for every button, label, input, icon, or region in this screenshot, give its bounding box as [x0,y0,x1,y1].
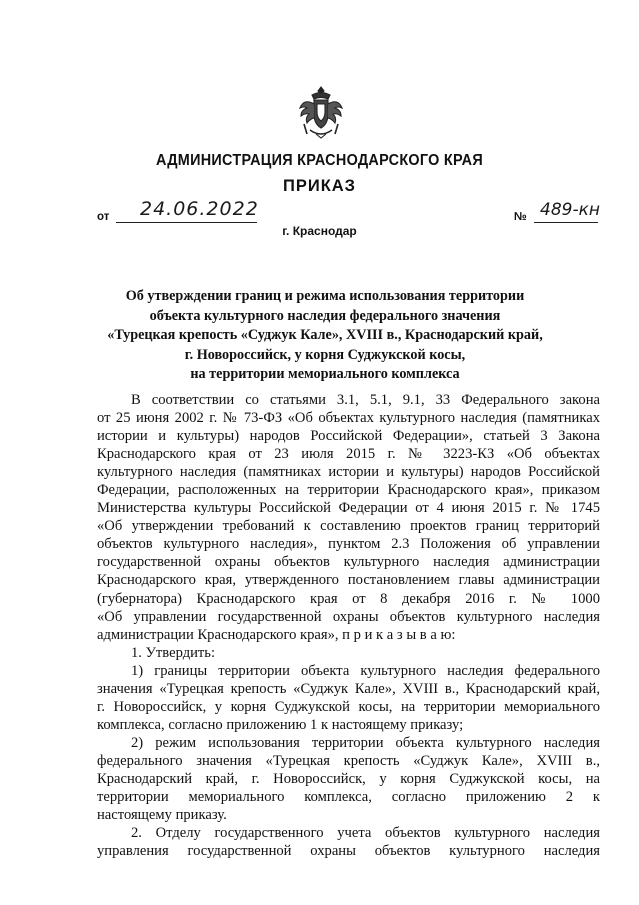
coat-of-arms-icon [296,84,346,140]
title-line: Об утверждении границ и режима использования территории [125,288,525,304]
body-line: Федерации, расположенных на территории Краснодарского края», приказом [97,482,600,499]
handwritten-date: 24.06.2022 [140,198,259,220]
body-line: от 25 июня 2002 г. № 73-ФЗ «Об объектах культурного наследия (памятниках [97,410,600,427]
body-line: Краснодарского края от 23 июля 2015 г. № 3223-КЗ «Об объектах [97,446,600,463]
title-line: на территории мемориального комплекса [190,366,460,383]
body-line: комплекса, согласно приложению 1 к настоящему приказу; [97,716,464,733]
date-underline [116,222,257,223]
order-title [90,287,560,385]
body-line: Министерства культуры Российской Федерации от 4 июня 2015 г. № 1745 [97,500,600,517]
body-line: государственной охраны объектов культурного наследия администрации [97,554,600,571]
city: г. Краснодар [282,224,357,238]
body-line: федерального значения «Турецкая крепость «Суджук Кале», XVIII в., [97,752,600,769]
organization-name: АДМИНИСТРАЦИЯ КРАСНОДАРСКОГО КРАЯ [156,152,483,169]
body-line: управления государственной охраны объектов культурного наследия [97,843,600,860]
number-underline [534,222,598,223]
title-line: г. Новороссийск, у корня Суджукской косы, [184,346,466,363]
body-line: Краснодарского края, утвержденного постановлением главы администрации [97,572,600,589]
body-line: 2) режим использования территории объекта культурного наследия [131,734,600,751]
order-body [97,391,600,860]
body-line: (губернатора) Краснодарского края от 8 декабря 2016 г. № 1000 [97,590,600,607]
body-line: культурного наследия (памятниках истории и культуры) народов Российской [97,464,600,481]
body-line: истории и культуры) народов Российской Федерации», статьей 3 Закона [97,428,600,445]
body-line: 1) границы территории объекта культурного наследия федерального [131,662,600,679]
number-label: № [514,211,527,223]
title-line: «Турецкая крепость «Суджук Кале», XVIII в., Краснодарский край, [107,327,543,344]
body-line: территории мемориального комплекса, согласно приложению 2 к [97,789,600,806]
handwritten-number: 489-кн [540,200,600,220]
body-line: значения «Турецкая крепость «Суджук Кале», XVIII в., Краснодарский край, [97,680,600,697]
body-line: В соответствии со статьями 3.1, 5.1, 9.1, 33 Федерального закона [131,392,600,408]
body-line: 1. Утвердить: [131,644,216,661]
body-line: Краснодарский край, г. Новороссийск, у корня Суджукской косы, на [97,770,600,787]
body-line: администрации Краснодарского края», п р и к а з ы в а ю: [97,626,456,643]
title-line: объекта культурного наследия федерального значения [149,307,501,324]
date-label: от [97,211,110,223]
body-line: «Об управлении государственной охраны объектов культурного наследия [97,608,600,625]
body-line: 2. Отделу государственного учета объектов культурного наследия [131,825,600,842]
body-line: г. Новороссийск, у корня Суджукской косы, на территории мемориального [97,698,600,715]
body-line: объектов культурного наследия», пунктом 2.3 Положения об управлении [97,536,600,553]
document-type: ПРИКАЗ [282,177,357,195]
body-line: «Об утверждении требований к составлению проектов границ территорий [97,518,600,535]
body-line: настоящему приказу. [97,807,227,824]
